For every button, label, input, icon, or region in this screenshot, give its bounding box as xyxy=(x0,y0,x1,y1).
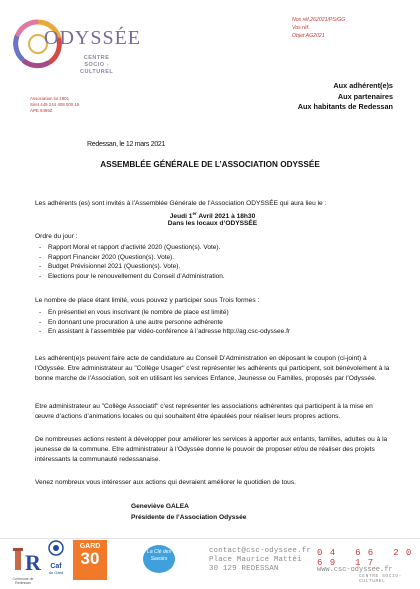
phone-number: 04 66 20 69 17 xyxy=(317,548,419,568)
agenda-label: Ordre du jour : xyxy=(35,233,78,240)
website-link[interactable]: www.csc-odyssee.fr CENTRE SOCIO-CULTUREL xyxy=(317,566,420,584)
places-intro: Le nombre de place étant limité, vous pouvez y participer sous Trois formes : xyxy=(35,297,260,304)
svg-text:R: R xyxy=(25,550,41,575)
intro-text: Les adhérents (es) sont invités à l’Assemblée Générale de l’Association ODYSSÉE qui aura lieu le : xyxy=(35,200,327,207)
list-item: - Budget Prévisionnel 2021 (Question(s). Vote). xyxy=(35,262,390,272)
agenda-list xyxy=(35,243,390,282)
redessan-caption: Commune de Redessan xyxy=(12,577,34,585)
address-line-2: 30 129 REDESSAN xyxy=(209,565,279,574)
letter-title: ASSEMBLÉE GÉNÉRALE DE L’ASSOCIATION ODYSSÉE xyxy=(100,160,320,169)
references: Nos réf.262021/PS/GG Vos réf. Objet AG2021 xyxy=(292,17,346,39)
logo-wordmark: ODYSSÉE xyxy=(44,27,142,49)
meeting-date: Jeudi 1er Avril 2021 à 18h30 xyxy=(169,211,256,221)
letter-date: Redessan, le 12 mars 2021 xyxy=(87,141,166,148)
gard-logo: GARD 30 xyxy=(73,540,107,580)
paragraph-college-associatif: Etre administrateur au "Collège Associatif" c’est représenter les associations adhérentes qui participent à la mise en œuvre d’actions d’animations locales ou qui souhaitent être épaulées pour réaliser leurs propres actions. xyxy=(35,403,373,420)
paragraph-closing: Venez nombreux vous intéresser aux actions qui devraient améliorer le quotidien de tous. xyxy=(35,479,296,486)
signer-role: Présidente de l’Association Odyssée xyxy=(131,514,247,521)
redessan-logo-icon xyxy=(11,542,39,582)
meeting-place: Dans les locaux d’ODYSSÉE xyxy=(167,220,258,227)
paragraph-candidature: Les adhérent(e)s peuvent faire acte de candidature au Conseil D’Administration en déposant le coupon (ci-joint) à l’Odyssée. Etre administrateur au "Collège Usager" c’est représenter les adhérents qui participent, soit bénévolement à la bonne marche de l’Association, soit en utilisant les services Enfance, Jeunesse ou Familles, proposés par l’Odyssée. xyxy=(35,355,390,382)
contact-block xyxy=(209,547,311,575)
list-item: - En donnant une procuration à une autre personne adhérente xyxy=(35,318,390,328)
association-info: Association loi 1901 Siret 449 244 408 000 15 APE 9499Z xyxy=(30,96,80,113)
list-item: - Elections pour le renouvellement du Conseil d’Administration. xyxy=(35,272,390,282)
list-item: - Rapport Moral et rapport d’activité 2020 (Question(s). Vote). xyxy=(35,243,390,253)
recipients: Aux adhérent(e)s Aux partenaires Aux habitants de Redessan xyxy=(297,81,393,111)
paragraph-actions: De nombreuses actions restent à développer pour améliorer les services à apporter aux enfants, familles, adultes ou à la jeunesse de la commune. Etre administrateur à l’Odyssée donne le pouvoir de proposer et/ou de réaliser des projets intéressants la communauté redessanaise. xyxy=(35,436,388,463)
list-item: - Rapport Financier 2020 (Question(s). Vote). xyxy=(35,253,390,263)
address-line-1: Place Maurice Mattéi xyxy=(209,556,302,565)
list-item: - En assistant à l’assemblée par vidéo-conférence à l’adresse http://ag.csc-odyssee.fr xyxy=(35,327,390,337)
website-tagline: CENTRE SOCIO-CULTUREL xyxy=(359,574,402,584)
signer-name: Geneviève GALEA xyxy=(131,503,189,510)
participation-options xyxy=(35,308,390,337)
footer-divider xyxy=(0,538,420,539)
list-item: - En présentiel en vous inscrivant (le nombre de place est limité) xyxy=(35,308,390,318)
caf-icon xyxy=(45,540,67,558)
contact-email[interactable]: contact@csc-odyssee.fr xyxy=(209,547,311,555)
cle-des-savoirs-logo: La Clé des Savoirs xyxy=(143,545,175,573)
logo-subtitle: CENTRE SOCIO - CULTUREL xyxy=(80,55,114,75)
caf-logo: Caf du Gard xyxy=(45,540,67,580)
